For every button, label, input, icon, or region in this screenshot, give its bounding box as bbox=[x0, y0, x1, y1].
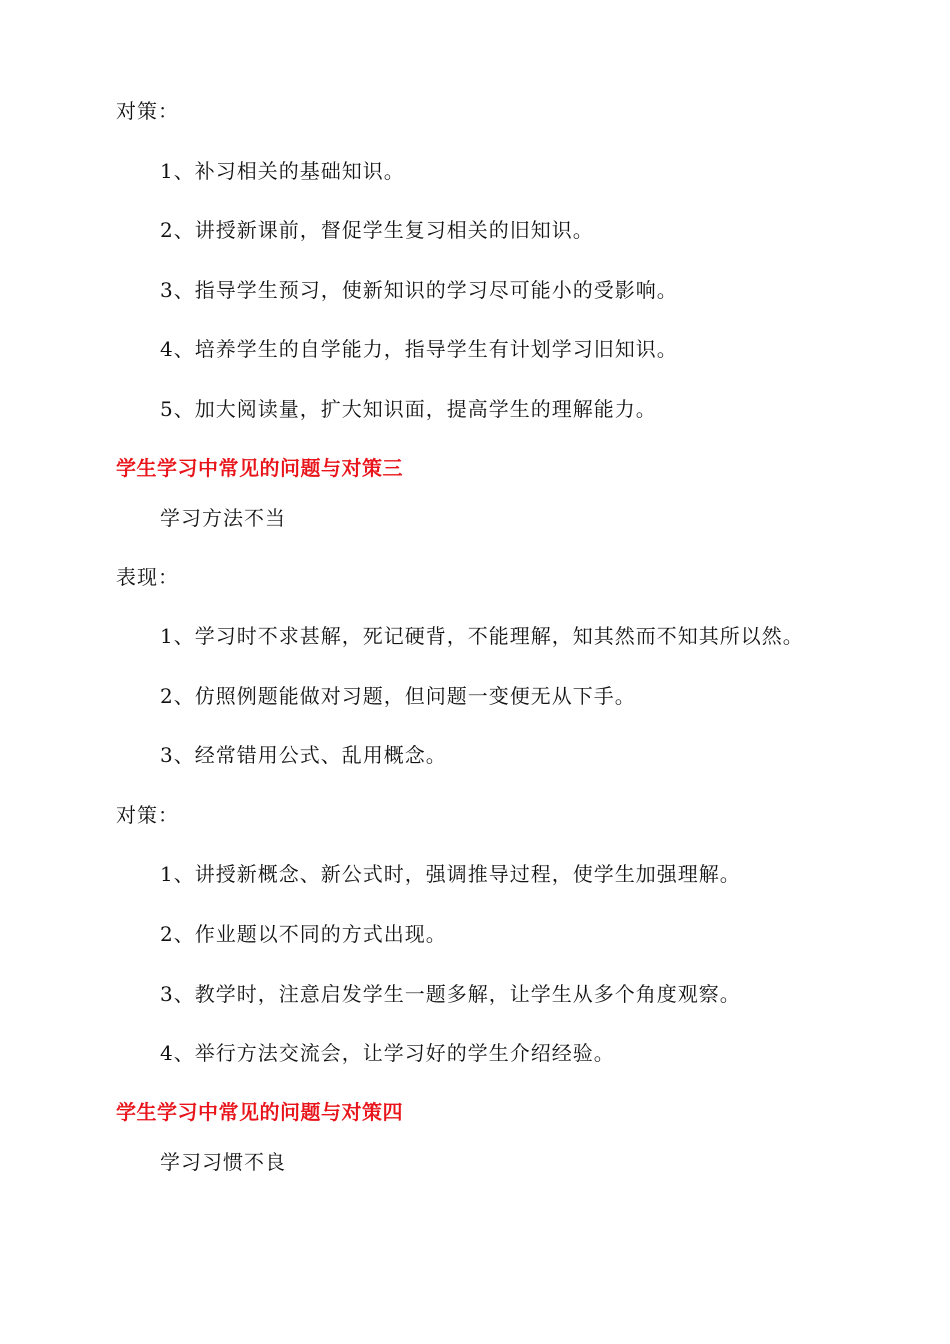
list-item: 1、讲授新概念、新公式时，强调推导过程，使学生加强理解。 bbox=[160, 862, 741, 886]
list-item: 1、学习时不求甚解，死记硬背，不能理解，知其然而不知其所以然。 bbox=[160, 624, 804, 648]
section-heading: 学生学习中常见的问题与对策四 bbox=[116, 1100, 403, 1124]
list-item: 3、教学时，注意启发学生一题多解，让学生从多个角度观察。 bbox=[160, 982, 741, 1006]
problem-title: 学习习惯不良 bbox=[160, 1150, 286, 1174]
list-item: 4、举行方法交流会，让学习好的学生介绍经验。 bbox=[160, 1041, 615, 1065]
list-item: 3、经常错用公式、乱用概念。 bbox=[160, 743, 447, 767]
problem-title: 学习方法不当 bbox=[160, 506, 286, 530]
list-item: 2、作业题以不同的方式出现。 bbox=[160, 922, 447, 946]
list-item: 2、讲授新课前，督促学生复习相关的旧知识。 bbox=[160, 218, 594, 242]
section-heading: 学生学习中常见的问题与对策三 bbox=[116, 456, 403, 480]
symptoms-label: 表现： bbox=[116, 565, 179, 589]
list-item: 3、指导学生预习，使新知识的学习尽可能小的受影响。 bbox=[160, 278, 678, 302]
countermeasures-label: 对策： bbox=[116, 99, 179, 123]
list-item: 5、加大阅读量，扩大知识面，提高学生的理解能力。 bbox=[160, 397, 657, 421]
list-item: 1、补习相关的基础知识。 bbox=[160, 159, 405, 183]
list-item: 2、仿照例题能做对习题，但问题一变便无从下手。 bbox=[160, 684, 636, 708]
list-item: 4、培养学生的自学能力，指导学生有计划学习旧知识。 bbox=[160, 337, 678, 361]
countermeasures-label: 对策： bbox=[116, 803, 179, 827]
